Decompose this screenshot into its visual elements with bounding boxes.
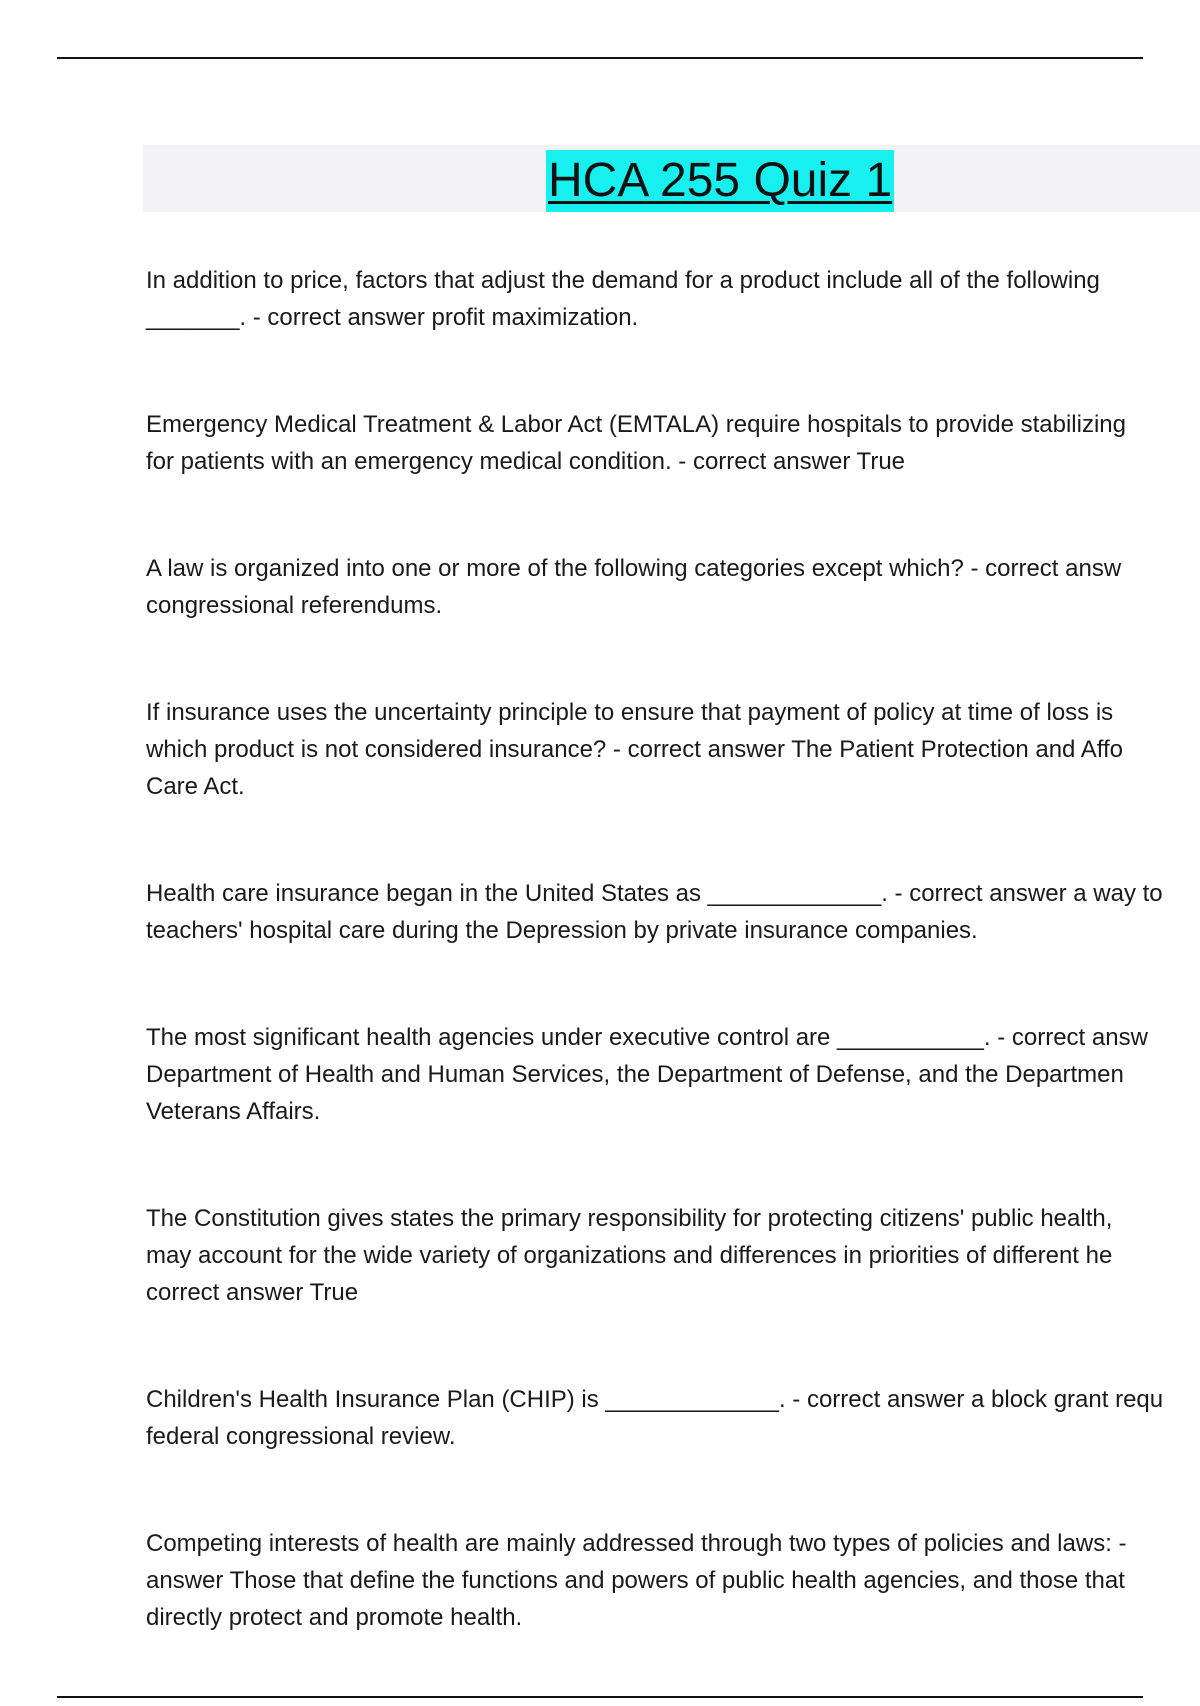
question-answer-item [146,406,1200,480]
question-text-line: The Constitution gives states the primary responsibility for protecting citizens' public health, [146,1205,1113,1232]
question-answer-item [146,1200,1200,1311]
question-text-line: Competing interests of health are mainly addressed through two types of policies and laws: - [146,1530,1127,1557]
question-answer-item [146,694,1200,805]
document-title: HCA 255 Quiz 1 [546,150,894,212]
question-text-line: Care Act. [146,773,245,800]
question-list [146,262,1200,1706]
question-text-line: In addition to price, factors that adjust the demand for a product include all of the following [146,267,1100,294]
question-text-line: answer Those that define the functions and powers of public health agencies, and those that [146,1567,1125,1594]
question-text-line: Children's Health Insurance Plan (CHIP) is _____________. - correct answer a block grant requ [146,1386,1164,1413]
question-text-line: If insurance uses the uncertainty principle to ensure that payment of policy at time of loss is [146,699,1114,726]
bottom-divider [57,1696,1143,1698]
question-text-line: teachers' hospital care during the Depression by private insurance companies. [146,917,978,944]
question-text-line: which product is not considered insurance? - correct answer The Patient Protection and Affo [146,736,1123,763]
question-text-line: congressional referendums. [146,592,443,619]
question-answer-item [146,550,1200,624]
question-text-line: federal congressional review. [146,1423,456,1450]
question-answer-item [146,1381,1200,1455]
question-text-line: directly protect and promote health. [146,1604,523,1631]
question-text-line: for patients with an emergency medical condition. - correct answer True [146,448,906,475]
question-text-line: Health care insurance began in the United States as _____________. - correct answer a way to [146,880,1163,907]
question-text-line: correct answer True [146,1279,359,1306]
question-answer-item [146,875,1200,949]
top-divider [57,57,1143,59]
question-answer-item [146,1525,1200,1636]
question-text-line: Department of Health and Human Services, the Department of Defense, and the Departmen [146,1061,1124,1088]
question-text-line: may account for the wide variety of organizations and differences in priorities of different he [146,1242,1113,1269]
question-answer-item [146,1019,1200,1130]
question-text-line: A law is organized into one or more of the following categories except which? - correct answ [146,555,1122,582]
question-answer-item [146,262,1200,336]
question-text-line: The most significant health agencies under executive control are ___________. - correct answ [146,1024,1148,1051]
question-text-line: Emergency Medical Treatment & Labor Act (EMTALA) require hospitals to provide stabilizing [146,411,1126,438]
question-text-line: _______. - correct answer profit maximization. [146,304,639,331]
question-text-line: Veterans Affairs. [146,1098,321,1125]
